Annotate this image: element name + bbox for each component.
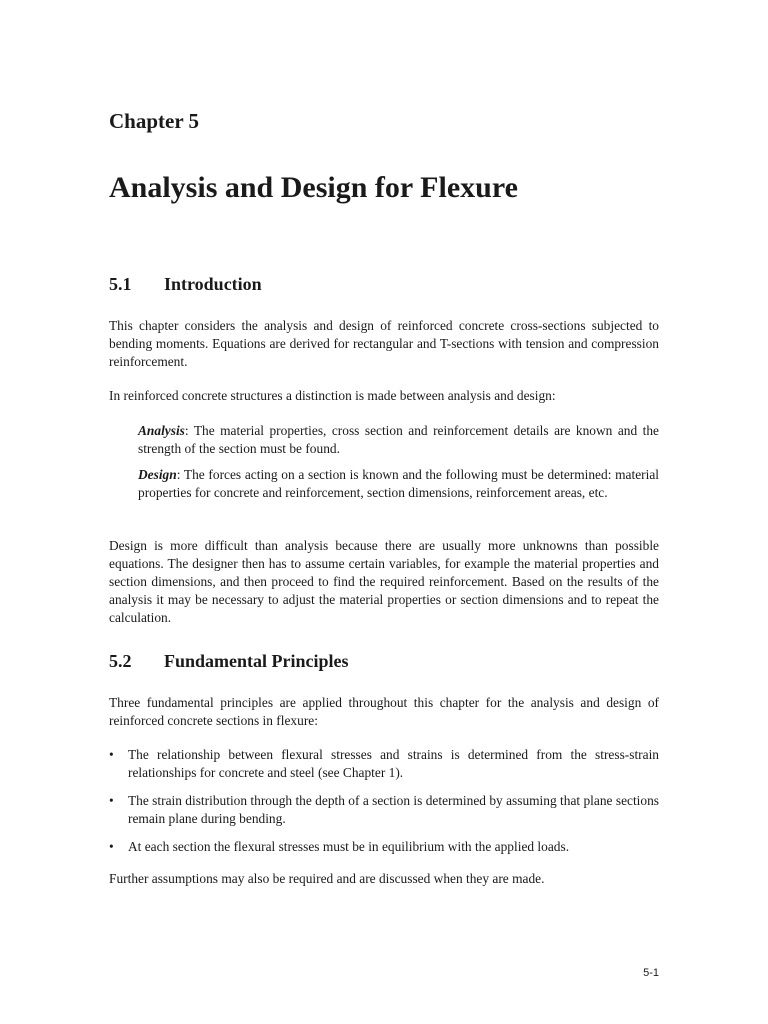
list-item-text: The strain distribution through the depth of a section is determined by assuming that plane sections remain plane during bending. xyxy=(128,793,659,826)
principles-list xyxy=(109,746,659,866)
section-number: 5.1 xyxy=(109,274,132,294)
design-paragraph: Design is more difficult than analysis because there are usually more unknowns than possible equations. The designer then has to assume certain variables, for example the material properties and section dimensions, and then proceed to find the required reinforcement. Based on the results of the analysis it may be necessary to adjust the material properties or section dimensions and to repeat the calculation. xyxy=(109,538,659,625)
list-item xyxy=(109,746,659,782)
bullet-icon: • xyxy=(109,793,114,808)
section-title: Introduction xyxy=(164,274,262,294)
definition-term: Design xyxy=(138,467,177,482)
list-item-text: At each section the flexural stresses must be in equilibrium with the applied loads. xyxy=(128,839,570,854)
chapter-label: Chapter 5 xyxy=(109,109,200,133)
chapter-title: Analysis and Design for Flexure xyxy=(109,171,518,204)
principles-intro-paragraph: Three fundamental principles are applied throughout this chapter for the analysis and design of reinforced concrete sections in flexure: xyxy=(109,695,659,728)
assumptions-paragraph: Further assumptions may also be required and are discussed when they are made. xyxy=(109,871,545,886)
intro-paragraph: This chapter considers the analysis and design of reinforced concrete cross-sections subjected to bending moments. Equations are derived for rectangular and T-sections with tension and compression reinforcement. xyxy=(109,318,659,369)
definition-term: Analysis xyxy=(138,423,185,438)
section-heading-5-1 xyxy=(109,273,262,295)
section-heading-5-2 xyxy=(109,650,349,672)
list-item xyxy=(109,838,659,856)
definition-text: : The forces acting on a section is known and the following must be determined: material properties for concrete and reinforcement, section dimensions, reinforcement areas, etc. xyxy=(138,467,659,500)
document-page xyxy=(109,0,659,1024)
list-item xyxy=(109,792,659,828)
definition-text: : The material properties, cross section and reinforcement details are known and the strength of the section must be found. xyxy=(138,423,659,456)
definition-design xyxy=(138,466,659,502)
bullet-icon: • xyxy=(109,747,114,762)
section-title: Fundamental Principles xyxy=(164,651,349,671)
page-number: 5-1 xyxy=(643,967,659,979)
bullet-icon: • xyxy=(109,839,114,854)
list-item-text: The relationship between flexural stresses and strains is determined from the stress-strain relationships for concrete and steel (see Chapter 1). xyxy=(128,747,659,780)
distinction-paragraph: In reinforced concrete structures a distinction is made between analysis and design: xyxy=(109,388,556,403)
section-number: 5.2 xyxy=(109,651,132,671)
definition-analysis xyxy=(138,422,659,458)
